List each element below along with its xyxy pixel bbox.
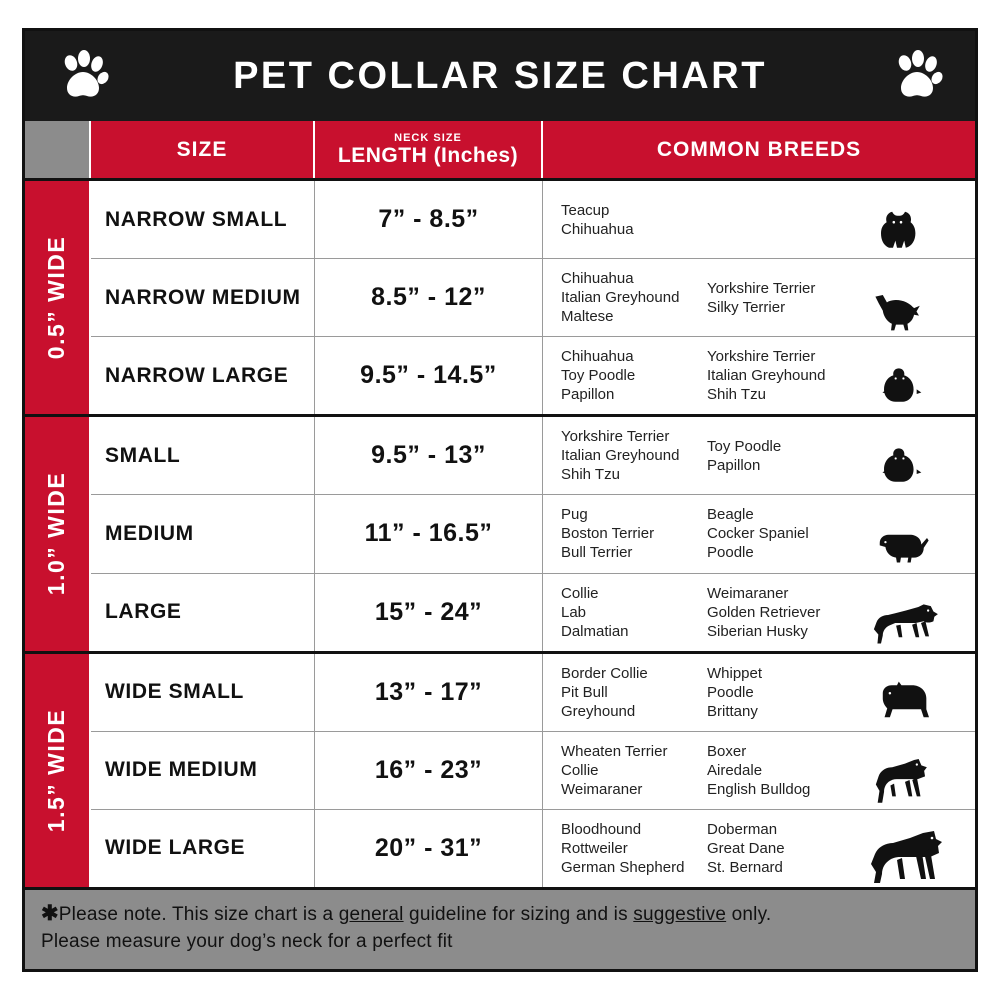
breed-column-1 [561, 742, 707, 799]
breed-item: Siberian Husky [707, 622, 808, 640]
breed-column-1 [561, 347, 707, 404]
row-length: 7” - 8.5” [315, 181, 543, 258]
breed-item: Cocker Spaniel [707, 525, 809, 543]
column-header-size: SIZE [91, 121, 315, 178]
width-group-label [25, 181, 91, 414]
row-size: WIDE MEDIUM [91, 732, 315, 809]
row-breeds [543, 574, 975, 651]
table-row [91, 337, 975, 414]
breed-item: Airedale [707, 761, 763, 779]
footer-line-2: Please measure your dog’s neck for a perfect fit [41, 931, 453, 952]
breed-item: Papillon [707, 456, 761, 474]
breed-item: Maltese [561, 308, 614, 326]
row-size: WIDE SMALL [91, 654, 315, 731]
column-header-length-main: LENGTH (Inches) [337, 144, 519, 167]
row-breeds [543, 181, 975, 258]
breed-column-2 [707, 664, 867, 721]
breed-item: Shih Tzu [561, 466, 620, 484]
row-length: 9.5” - 13” [315, 417, 543, 494]
breed-item: Golden Retriever [707, 603, 821, 621]
dog-silhouette-icon [845, 346, 965, 410]
column-header-length-sub: NECK SIZE [394, 132, 462, 144]
dog-silhouette-icon [845, 190, 965, 254]
breed-item: Rottweiler [561, 839, 628, 857]
width-group-label-text: 0.5” WIDE [43, 235, 70, 360]
width-group-rows [91, 181, 975, 414]
row-size: MEDIUM [91, 495, 315, 572]
chart-header [25, 31, 975, 121]
breed-item: Bloodhound [561, 820, 642, 838]
breed-item: Yorkshire Terrier [707, 348, 816, 366]
dog-silhouette-icon [845, 819, 965, 883]
breed-column-2 [707, 437, 867, 475]
breed-item: Yorkshire Terrier [707, 279, 816, 297]
width-group-standard [25, 417, 975, 653]
row-breeds [543, 732, 975, 809]
breed-column-1 [561, 820, 707, 877]
breed-item: Italian Greyhound [561, 289, 680, 307]
breed-item: Weimaraner [707, 584, 789, 602]
breed-item: Brittany [707, 702, 758, 720]
breed-item: Italian Greyhound [707, 367, 826, 385]
row-size: SMALL [91, 417, 315, 494]
breed-column-2 [707, 742, 867, 799]
breed-item: Poodle [707, 683, 754, 701]
footer-text-a: Please note. This size chart is a [58, 904, 339, 925]
row-length: 11” - 16.5” [315, 495, 543, 572]
breed-column-1 [561, 664, 707, 721]
row-breeds [543, 495, 975, 572]
breed-item: Boxer [707, 742, 747, 760]
breed-item: Wheaten Terrier [561, 742, 668, 760]
footer-note [25, 887, 975, 969]
breed-item: Pug [561, 506, 588, 524]
row-length: 9.5” - 14.5” [315, 337, 543, 414]
dog-silhouette-icon [845, 505, 965, 569]
table-row [91, 654, 975, 732]
asterisk-icon: ✱ [41, 902, 59, 925]
footer-text-suggestive: suggestive [633, 904, 727, 925]
paw-icon [891, 50, 943, 102]
breed-item: Weimaraner [561, 780, 643, 798]
table-row [91, 417, 975, 495]
breed-column-1 [561, 427, 707, 484]
row-breeds [543, 417, 975, 494]
breed-item: Dalmatian [561, 622, 629, 640]
row-size: NARROW SMALL [91, 181, 315, 258]
dog-silhouette-icon [845, 663, 965, 727]
table-row [91, 810, 975, 887]
dog-silhouette-icon [845, 583, 965, 647]
breed-item: Collie [561, 584, 599, 602]
breed-item: Chihuahua [561, 220, 634, 238]
row-size: NARROW LARGE [91, 337, 315, 414]
breed-item: Bull Terrier [561, 544, 633, 562]
row-size: LARGE [91, 574, 315, 651]
breed-item: Collie [561, 761, 599, 779]
breed-item: Chihuahua [561, 270, 634, 288]
row-size: WIDE LARGE [91, 810, 315, 887]
breed-item: Yorkshire Terrier [561, 428, 670, 446]
breed-item: Greyhound [561, 702, 636, 720]
table-row [91, 259, 975, 337]
dog-silhouette-icon [845, 268, 965, 332]
column-header-breeds: COMMON BREEDS [543, 121, 975, 178]
breed-item: Doberman [707, 820, 778, 838]
row-length: 8.5” - 12” [315, 259, 543, 336]
breed-item: Toy Poodle [561, 367, 636, 385]
width-group-label [25, 417, 91, 650]
paw-icon [57, 50, 109, 102]
width-group-label-text: 1.5” WIDE [43, 708, 70, 833]
breed-column-2 [707, 505, 867, 562]
dog-silhouette-icon [845, 741, 965, 805]
width-column-header-spacer [25, 121, 91, 178]
breed-item: German Shepherd [561, 858, 685, 876]
breed-item: Whippet [707, 664, 763, 682]
width-group-label [25, 654, 91, 887]
breed-column-1 [561, 584, 707, 641]
width-group-rows [91, 654, 975, 887]
row-breeds [543, 337, 975, 414]
width-group-rows [91, 417, 975, 650]
table-column-headers [25, 121, 975, 181]
breed-column-2 [707, 820, 867, 877]
row-breeds [543, 259, 975, 336]
breed-item: Lab [561, 603, 587, 621]
breed-item: Boston Terrier [561, 525, 655, 543]
row-size: NARROW MEDIUM [91, 259, 315, 336]
breed-item: St. Bernard [707, 858, 783, 876]
breed-column-1 [561, 201, 707, 239]
width-group-narrow [25, 181, 975, 417]
row-breeds [543, 810, 975, 887]
breed-item: Chihuahua [561, 348, 634, 366]
footer-text-c: guideline for sizing and is [403, 904, 634, 925]
table-row [91, 181, 975, 259]
row-breeds [543, 654, 975, 731]
breed-item: Beagle [707, 506, 754, 524]
breed-column-2 [707, 584, 867, 641]
breed-column-1 [561, 269, 707, 326]
breed-item: English Bulldog [707, 780, 811, 798]
row-length: 20” - 31” [315, 810, 543, 887]
table-row [91, 574, 975, 651]
row-length: 15” - 24” [315, 574, 543, 651]
breed-item: Silky Terrier [707, 298, 786, 316]
row-length: 16” - 23” [315, 732, 543, 809]
width-group-label-text: 1.0” WIDE [43, 472, 70, 596]
table-body [25, 181, 975, 887]
breed-column-2 [707, 347, 867, 404]
breed-item: Shih Tzu [707, 386, 766, 404]
width-group-wide [25, 654, 975, 887]
breed-column-1 [561, 505, 707, 562]
breed-item: Pit Bull [561, 683, 608, 701]
table-row [91, 495, 975, 573]
page-title: PET COLLAR SIZE CHART [233, 54, 767, 97]
breed-item: Teacup [561, 201, 610, 219]
breed-item: Poodle [707, 544, 754, 562]
chart-frame [22, 28, 978, 972]
breed-item: Papillon [561, 386, 615, 404]
footer-line-1 [41, 900, 959, 928]
column-header-length [315, 121, 543, 178]
row-length: 13” - 17” [315, 654, 543, 731]
table-row [91, 732, 975, 810]
dog-silhouette-icon [845, 426, 965, 490]
breed-item: Toy Poodle [707, 437, 782, 455]
footer-text-e: only. [726, 904, 772, 925]
breed-column-2 [707, 279, 867, 317]
breed-item: Great Dane [707, 839, 785, 857]
breed-item: Border Collie [561, 664, 648, 682]
footer-text-general: general [338, 904, 404, 925]
breed-item: Italian Greyhound [561, 447, 680, 465]
